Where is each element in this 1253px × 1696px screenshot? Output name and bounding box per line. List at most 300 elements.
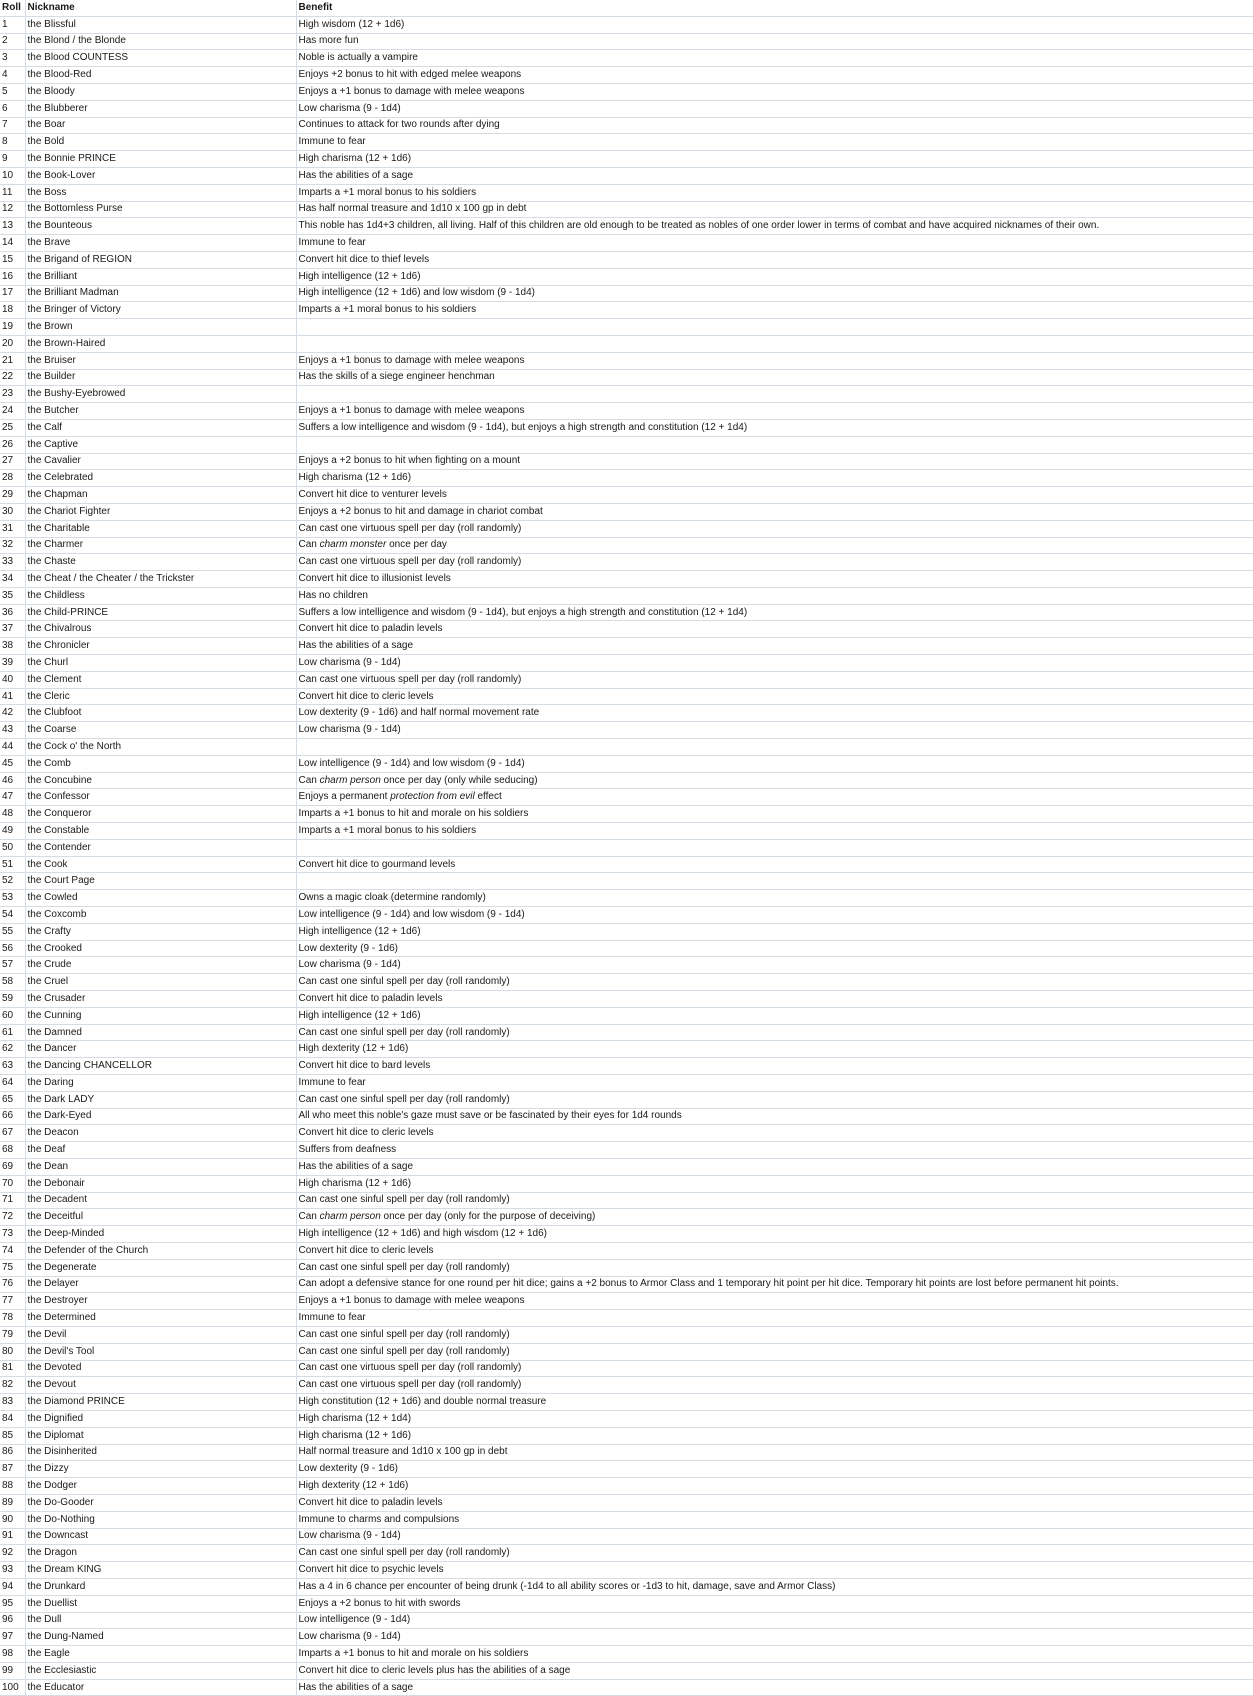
benefit-cell[interactable]	[296, 386, 1253, 403]
roll-cell[interactable]: 4	[0, 67, 25, 84]
benefit-cell[interactable]: Can cast one sinful spell per day (roll randomly)	[296, 1192, 1253, 1209]
nickname-cell[interactable]: the Cruel	[25, 974, 296, 991]
benefit-cell[interactable]: Immune to charms and compulsions	[296, 1511, 1253, 1528]
benefit-cell[interactable]: Enjoys a +1 bonus to damage with melee weapons	[296, 1293, 1253, 1310]
benefit-cell[interactable]: Noble is actually a vampire	[296, 50, 1253, 67]
benefit-cell[interactable]: Low intelligence (9 - 1d4) and low wisdom (9 - 1d4)	[296, 907, 1253, 924]
nickname-cell[interactable]: the Chronicler	[25, 638, 296, 655]
roll-cell[interactable]: 97	[0, 1629, 25, 1646]
nickname-cell[interactable]: the Blissful	[25, 16, 296, 33]
nickname-cell[interactable]: the Destroyer	[25, 1293, 296, 1310]
benefit-cell[interactable]: Can cast one sinful spell per day (roll randomly)	[296, 1091, 1253, 1108]
roll-cell[interactable]: 17	[0, 285, 25, 302]
roll-cell[interactable]: 44	[0, 739, 25, 756]
nickname-cell[interactable]: the Damned	[25, 1024, 296, 1041]
nickname-cell[interactable]: the Do-Gooder	[25, 1494, 296, 1511]
benefit-cell[interactable]: Convert hit dice to cleric levels	[296, 1125, 1253, 1142]
roll-cell[interactable]: 10	[0, 167, 25, 184]
roll-cell[interactable]: 24	[0, 403, 25, 420]
nickname-cell[interactable]: the Brigand of REGION	[25, 251, 296, 268]
roll-cell[interactable]: 83	[0, 1394, 25, 1411]
benefit-cell[interactable]: Imparts a +1 bonus to hit and morale on his soldiers	[296, 1646, 1253, 1663]
nickname-cell[interactable]: the Coarse	[25, 722, 296, 739]
nickname-cell[interactable]: the Blond / the Blonde	[25, 33, 296, 50]
benefit-cell[interactable]: Low dexterity (9 - 1d6)	[296, 1461, 1253, 1478]
benefit-cell[interactable]: This noble has 1d4+3 children, all living. Half of this children are old enough to be treated as nobles of one order lower in terms of combat and have acquired nicknames of their own.	[296, 218, 1253, 235]
roll-cell[interactable]: 84	[0, 1410, 25, 1427]
nickname-cell[interactable]: the Blood-Red	[25, 67, 296, 84]
roll-cell[interactable]: 18	[0, 302, 25, 319]
roll-cell[interactable]: 50	[0, 839, 25, 856]
nickname-cell[interactable]: the Boss	[25, 184, 296, 201]
benefit-cell[interactable]: Can cast one sinful spell per day (roll randomly)	[296, 1545, 1253, 1562]
roll-cell[interactable]: 88	[0, 1478, 25, 1495]
nickname-cell[interactable]: the Chaste	[25, 554, 296, 571]
benefit-cell[interactable]: Suffers a low intelligence and wisdom (9 - 1d4), but enjoys a high strength and constitution (12 + 1d4)	[296, 604, 1253, 621]
roll-cell[interactable]: 71	[0, 1192, 25, 1209]
roll-cell[interactable]: 94	[0, 1578, 25, 1595]
roll-cell[interactable]: 47	[0, 789, 25, 806]
nickname-cell[interactable]: the Cheat / the Cheater / the Trickster	[25, 571, 296, 588]
roll-cell[interactable]: 25	[0, 419, 25, 436]
benefit-cell[interactable]: Convert hit dice to gourmand levels	[296, 856, 1253, 873]
benefit-cell[interactable]: High intelligence (12 + 1d6)	[296, 1007, 1253, 1024]
roll-cell[interactable]: 87	[0, 1461, 25, 1478]
roll-cell[interactable]: 93	[0, 1562, 25, 1579]
benefit-cell[interactable]	[296, 873, 1253, 890]
roll-cell[interactable]: 90	[0, 1511, 25, 1528]
nickname-cell[interactable]: the Contender	[25, 839, 296, 856]
roll-cell[interactable]: 67	[0, 1125, 25, 1142]
roll-cell[interactable]: 91	[0, 1528, 25, 1545]
nickname-cell[interactable]: the Concubine	[25, 772, 296, 789]
benefit-cell[interactable]: Convert hit dice to paladin levels	[296, 991, 1253, 1008]
benefit-cell[interactable]: High intelligence (12 + 1d6)	[296, 268, 1253, 285]
roll-cell[interactable]: 96	[0, 1612, 25, 1629]
roll-cell[interactable]: 5	[0, 83, 25, 100]
nickname-cell[interactable]: the Celebrated	[25, 470, 296, 487]
benefit-cell[interactable]: Low intelligence (9 - 1d4)	[296, 1612, 1253, 1629]
benefit-cell[interactable]: Enjoys a +1 bonus to damage with melee weapons	[296, 83, 1253, 100]
benefit-cell[interactable]: Can charm person once per day (only while seducing)	[296, 772, 1253, 789]
nickname-cell[interactable]: the Charmer	[25, 537, 296, 554]
nickname-cell[interactable]: the Bruiser	[25, 352, 296, 369]
benefit-cell[interactable]: Can cast one virtuous spell per day (roll randomly)	[296, 520, 1253, 537]
benefit-cell[interactable]: Can cast one virtuous spell per day (roll randomly)	[296, 1360, 1253, 1377]
roll-cell[interactable]: 57	[0, 957, 25, 974]
nickname-cell[interactable]: the Churl	[25, 655, 296, 672]
roll-header[interactable]: Roll	[0, 0, 25, 16]
roll-cell[interactable]: 12	[0, 201, 25, 218]
benefit-cell[interactable]: Can cast one sinful spell per day (roll randomly)	[296, 974, 1253, 991]
nickname-cell[interactable]: the Bushy-Eyebrowed	[25, 386, 296, 403]
nickname-cell[interactable]: the Bringer of Victory	[25, 302, 296, 319]
nickname-cell[interactable]: the Brilliant	[25, 268, 296, 285]
nickname-cell[interactable]: the Confessor	[25, 789, 296, 806]
benefit-cell[interactable]: Has the abilities of a sage	[296, 167, 1253, 184]
roll-cell[interactable]: 100	[0, 1679, 25, 1696]
roll-cell[interactable]: 45	[0, 755, 25, 772]
benefit-cell[interactable]	[296, 839, 1253, 856]
benefit-cell[interactable]: Half normal treasure and 1d10 x 100 gp in debt	[296, 1444, 1253, 1461]
benefit-cell[interactable]: Can charm monster once per day	[296, 537, 1253, 554]
nickname-cell[interactable]: the Builder	[25, 369, 296, 386]
benefit-cell[interactable]: Low charisma (9 - 1d4)	[296, 1629, 1253, 1646]
nickname-cell[interactable]: the Brown	[25, 319, 296, 336]
nickname-cell[interactable]: the Chapman	[25, 487, 296, 504]
roll-cell[interactable]: 38	[0, 638, 25, 655]
nickname-cell[interactable]: the Cleric	[25, 688, 296, 705]
nickname-cell[interactable]: the Devil's Tool	[25, 1343, 296, 1360]
roll-cell[interactable]: 22	[0, 369, 25, 386]
nickname-cell[interactable]: the Ecclesiastic	[25, 1662, 296, 1679]
nickname-cell[interactable]: the Educator	[25, 1679, 296, 1696]
roll-cell[interactable]: 42	[0, 705, 25, 722]
benefit-cell[interactable]: Has half normal treasure and 1d10 x 100 gp in debt	[296, 201, 1253, 218]
nickname-cell[interactable]: the Chariot Fighter	[25, 503, 296, 520]
nickname-cell[interactable]: the Eagle	[25, 1646, 296, 1663]
roll-cell[interactable]: 61	[0, 1024, 25, 1041]
nickname-cell[interactable]: the Court Page	[25, 873, 296, 890]
nickname-cell[interactable]: the Captive	[25, 436, 296, 453]
roll-cell[interactable]: 30	[0, 503, 25, 520]
benefit-cell[interactable]: Convert hit dice to bard levels	[296, 1058, 1253, 1075]
nickname-cell[interactable]: the Duellist	[25, 1595, 296, 1612]
roll-cell[interactable]: 59	[0, 991, 25, 1008]
roll-cell[interactable]: 16	[0, 268, 25, 285]
nickname-cell[interactable]: the Decadent	[25, 1192, 296, 1209]
roll-cell[interactable]: 58	[0, 974, 25, 991]
roll-cell[interactable]: 79	[0, 1326, 25, 1343]
benefit-cell[interactable]: Low charisma (9 - 1d4)	[296, 957, 1253, 974]
benefit-cell[interactable]: Has a 4 in 6 chance per encounter of being drunk (-1d4 to all ability scores or -1d3 to hit, damage, save and Armor Class)	[296, 1578, 1253, 1595]
nickname-cell[interactable]: the Devil	[25, 1326, 296, 1343]
roll-cell[interactable]: 81	[0, 1360, 25, 1377]
nickname-cell[interactable]: the Childless	[25, 587, 296, 604]
benefit-cell[interactable]: Enjoys a +2 bonus to hit when fighting on a mount	[296, 453, 1253, 470]
nickname-cell[interactable]: the Dancer	[25, 1041, 296, 1058]
benefit-cell[interactable]: Immune to fear	[296, 235, 1253, 252]
roll-cell[interactable]: 35	[0, 587, 25, 604]
benefit-cell[interactable]: Convert hit dice to paladin levels	[296, 1494, 1253, 1511]
roll-cell[interactable]: 60	[0, 1007, 25, 1024]
benefit-cell[interactable]: Enjoys a +2 bonus to hit and damage in chariot combat	[296, 503, 1253, 520]
nickname-cell[interactable]: the Bounteous	[25, 218, 296, 235]
nickname-cell[interactable]: the Dancing CHANCELLOR	[25, 1058, 296, 1075]
nickname-cell[interactable]: the Dream KING	[25, 1562, 296, 1579]
nickname-cell[interactable]: the Child-PRINCE	[25, 604, 296, 621]
nickname-header[interactable]: Nickname	[25, 0, 296, 16]
nickname-cell[interactable]: the Brave	[25, 235, 296, 252]
benefit-cell[interactable]: Can cast one sinful spell per day (roll randomly)	[296, 1326, 1253, 1343]
roll-cell[interactable]: 31	[0, 520, 25, 537]
roll-cell[interactable]: 73	[0, 1226, 25, 1243]
nickname-cell[interactable]: the Defender of the Church	[25, 1242, 296, 1259]
roll-cell[interactable]: 32	[0, 537, 25, 554]
nickname-cell[interactable]: the Cook	[25, 856, 296, 873]
roll-cell[interactable]: 34	[0, 571, 25, 588]
nickname-cell[interactable]: the Boar	[25, 117, 296, 134]
benefit-cell[interactable]: Can cast one sinful spell per day (roll randomly)	[296, 1259, 1253, 1276]
benefit-cell[interactable]: Low charisma (9 - 1d4)	[296, 100, 1253, 117]
benefit-cell[interactable]: Low dexterity (9 - 1d6)	[296, 940, 1253, 957]
roll-cell[interactable]: 49	[0, 823, 25, 840]
benefit-cell[interactable]: High constitution (12 + 1d6) and double normal treasure	[296, 1394, 1253, 1411]
roll-cell[interactable]: 99	[0, 1662, 25, 1679]
benefit-cell[interactable]: Convert hit dice to psychic levels	[296, 1562, 1253, 1579]
benefit-cell[interactable]: Enjoys a +1 bonus to damage with melee weapons	[296, 403, 1253, 420]
benefit-cell[interactable]: Has the abilities of a sage	[296, 1158, 1253, 1175]
roll-cell[interactable]: 75	[0, 1259, 25, 1276]
nickname-cell[interactable]: the Do-Nothing	[25, 1511, 296, 1528]
nickname-cell[interactable]: the Crude	[25, 957, 296, 974]
benefit-cell[interactable]: Low dexterity (9 - 1d6) and half normal movement rate	[296, 705, 1253, 722]
roll-cell[interactable]: 11	[0, 184, 25, 201]
nickname-cell[interactable]: the Crooked	[25, 940, 296, 957]
nickname-cell[interactable]: the Drunkard	[25, 1578, 296, 1595]
nickname-cell[interactable]: the Bonnie PRINCE	[25, 151, 296, 168]
benefit-cell[interactable]: Can cast one virtuous spell per day (roll randomly)	[296, 554, 1253, 571]
nickname-cell[interactable]: the Cunning	[25, 1007, 296, 1024]
nickname-cell[interactable]: the Deep-Minded	[25, 1226, 296, 1243]
benefit-cell[interactable]: High intelligence (12 + 1d6)	[296, 923, 1253, 940]
nickname-cell[interactable]: the Conqueror	[25, 806, 296, 823]
nickname-cell[interactable]: the Dean	[25, 1158, 296, 1175]
benefit-cell[interactable]: Can adopt a defensive stance for one round per hit dice; gains a +2 bonus to Armor Class and 1 temporary hit point per hit dice. Temporary hit points are lost before permanent hit points.	[296, 1276, 1253, 1293]
roll-cell[interactable]: 63	[0, 1058, 25, 1075]
roll-cell[interactable]: 74	[0, 1242, 25, 1259]
nickname-cell[interactable]: the Determined	[25, 1310, 296, 1327]
nickname-cell[interactable]: the Brown-Haired	[25, 335, 296, 352]
benefit-cell[interactable]: Imparts a +1 moral bonus to his soldiers	[296, 184, 1253, 201]
benefit-cell[interactable]: Suffers a low intelligence and wisdom (9 - 1d4), but enjoys a high strength and constitution (12 + 1d4)	[296, 419, 1253, 436]
nickname-cell[interactable]: the Deaf	[25, 1142, 296, 1159]
nickname-cell[interactable]: the Crafty	[25, 923, 296, 940]
nickname-cell[interactable]: the Cavalier	[25, 453, 296, 470]
roll-cell[interactable]: 26	[0, 436, 25, 453]
benefit-cell[interactable]: Imparts a +1 moral bonus to his soldiers	[296, 823, 1253, 840]
roll-cell[interactable]: 56	[0, 940, 25, 957]
benefit-cell[interactable]: Enjoys a permanent protection from evil effect	[296, 789, 1253, 806]
nickname-cell[interactable]: the Dizzy	[25, 1461, 296, 1478]
benefit-cell[interactable]: Convert hit dice to paladin levels	[296, 621, 1253, 638]
nickname-cell[interactable]: the Charitable	[25, 520, 296, 537]
nickname-cell[interactable]: the Brilliant Madman	[25, 285, 296, 302]
nickname-cell[interactable]: the Daring	[25, 1075, 296, 1092]
roll-cell[interactable]: 33	[0, 554, 25, 571]
nickname-cell[interactable]: the Bloody	[25, 83, 296, 100]
benefit-cell[interactable]: High intelligence (12 + 1d6) and low wisdom (9 - 1d4)	[296, 285, 1253, 302]
nickname-cell[interactable]: the Cowled	[25, 890, 296, 907]
benefit-cell[interactable]: Can charm person once per day (only for the purpose of deceiving)	[296, 1209, 1253, 1226]
nickname-cell[interactable]: the Delayer	[25, 1276, 296, 1293]
benefit-cell[interactable]: Continues to attack for two rounds after dying	[296, 117, 1253, 134]
roll-cell[interactable]: 89	[0, 1494, 25, 1511]
roll-cell[interactable]: 43	[0, 722, 25, 739]
roll-cell[interactable]: 52	[0, 873, 25, 890]
nickname-cell[interactable]: the Butcher	[25, 403, 296, 420]
nickname-cell[interactable]: the Calf	[25, 419, 296, 436]
roll-cell[interactable]: 37	[0, 621, 25, 638]
nickname-cell[interactable]: the Disinherited	[25, 1444, 296, 1461]
roll-cell[interactable]: 76	[0, 1276, 25, 1293]
nickname-cell[interactable]: the Crusader	[25, 991, 296, 1008]
roll-cell[interactable]: 6	[0, 100, 25, 117]
benefit-cell[interactable]: Convert hit dice to venturer levels	[296, 487, 1253, 504]
roll-cell[interactable]: 14	[0, 235, 25, 252]
roll-cell[interactable]: 64	[0, 1075, 25, 1092]
nickname-cell[interactable]: the Constable	[25, 823, 296, 840]
benefit-cell[interactable]: High charisma (12 + 1d6)	[296, 151, 1253, 168]
roll-cell[interactable]: 65	[0, 1091, 25, 1108]
nickname-cell[interactable]: the Diamond PRINCE	[25, 1394, 296, 1411]
benefit-cell[interactable]: Immune to fear	[296, 1310, 1253, 1327]
nickname-cell[interactable]: the Blood COUNTESS	[25, 50, 296, 67]
roll-cell[interactable]: 2	[0, 33, 25, 50]
benefit-cell[interactable]: High dexterity (12 + 1d6)	[296, 1478, 1253, 1495]
benefit-cell[interactable]: Has the abilities of a sage	[296, 1679, 1253, 1696]
roll-cell[interactable]: 92	[0, 1545, 25, 1562]
roll-cell[interactable]: 48	[0, 806, 25, 823]
benefit-cell[interactable]	[296, 436, 1253, 453]
benefit-cell[interactable]: Low intelligence (9 - 1d4) and low wisdom (9 - 1d4)	[296, 755, 1253, 772]
roll-cell[interactable]: 95	[0, 1595, 25, 1612]
roll-cell[interactable]: 68	[0, 1142, 25, 1159]
nickname-cell[interactable]: the Bottomless Purse	[25, 201, 296, 218]
benefit-cell[interactable]: Has more fun	[296, 33, 1253, 50]
roll-cell[interactable]: 7	[0, 117, 25, 134]
benefit-cell[interactable]: Convert hit dice to illusionist levels	[296, 571, 1253, 588]
roll-cell[interactable]: 27	[0, 453, 25, 470]
benefit-cell[interactable]: Has no children	[296, 587, 1253, 604]
roll-cell[interactable]: 72	[0, 1209, 25, 1226]
benefit-cell[interactable]: Imparts a +1 bonus to hit and morale on his soldiers	[296, 806, 1253, 823]
nickname-cell[interactable]: the Dung-Named	[25, 1629, 296, 1646]
roll-cell[interactable]: 82	[0, 1377, 25, 1394]
benefit-cell[interactable]: Convert hit dice to cleric levels	[296, 688, 1253, 705]
benefit-cell[interactable]: Has the skills of a siege engineer henchman	[296, 369, 1253, 386]
benefit-cell[interactable]: High charisma (12 + 1d6)	[296, 1175, 1253, 1192]
roll-cell[interactable]: 54	[0, 907, 25, 924]
nickname-cell[interactable]: the Clement	[25, 671, 296, 688]
roll-cell[interactable]: 9	[0, 151, 25, 168]
roll-cell[interactable]: 21	[0, 352, 25, 369]
roll-cell[interactable]: 23	[0, 386, 25, 403]
roll-cell[interactable]: 78	[0, 1310, 25, 1327]
benefit-cell[interactable]: Can cast one sinful spell per day (roll randomly)	[296, 1343, 1253, 1360]
roll-cell[interactable]: 40	[0, 671, 25, 688]
benefit-cell[interactable]: Immune to fear	[296, 134, 1253, 151]
roll-cell[interactable]: 80	[0, 1343, 25, 1360]
nickname-cell[interactable]: the Dark-Eyed	[25, 1108, 296, 1125]
roll-cell[interactable]: 53	[0, 890, 25, 907]
benefit-cell[interactable]: Convert hit dice to thief levels	[296, 251, 1253, 268]
benefit-cell[interactable]: All who meet this noble's gaze must save or be fascinated by their eyes for 1d4 rounds	[296, 1108, 1253, 1125]
roll-cell[interactable]: 20	[0, 335, 25, 352]
nickname-cell[interactable]: the Devoted	[25, 1360, 296, 1377]
roll-cell[interactable]: 29	[0, 487, 25, 504]
nickname-cell[interactable]: the Devout	[25, 1377, 296, 1394]
nickname-cell[interactable]: the Dull	[25, 1612, 296, 1629]
nickname-cell[interactable]: the Dark LADY	[25, 1091, 296, 1108]
benefit-header[interactable]: Benefit	[296, 0, 1253, 16]
benefit-cell[interactable]: High dexterity (12 + 1d6)	[296, 1041, 1253, 1058]
roll-cell[interactable]: 77	[0, 1293, 25, 1310]
nickname-cell[interactable]: the Diplomat	[25, 1427, 296, 1444]
benefit-cell[interactable]: High wisdom (12 + 1d6)	[296, 16, 1253, 33]
benefit-cell[interactable]: High charisma (12 + 1d6)	[296, 1427, 1253, 1444]
roll-cell[interactable]: 19	[0, 319, 25, 336]
benefit-cell[interactable]: Imparts a +1 moral bonus to his soldiers	[296, 302, 1253, 319]
roll-cell[interactable]: 62	[0, 1041, 25, 1058]
roll-cell[interactable]: 70	[0, 1175, 25, 1192]
roll-cell[interactable]: 85	[0, 1427, 25, 1444]
benefit-cell[interactable]	[296, 739, 1253, 756]
roll-cell[interactable]: 13	[0, 218, 25, 235]
roll-cell[interactable]: 46	[0, 772, 25, 789]
benefit-cell[interactable]: Low charisma (9 - 1d4)	[296, 655, 1253, 672]
roll-cell[interactable]: 41	[0, 688, 25, 705]
nickname-cell[interactable]: the Clubfoot	[25, 705, 296, 722]
benefit-cell[interactable]: Low charisma (9 - 1d4)	[296, 722, 1253, 739]
roll-cell[interactable]: 28	[0, 470, 25, 487]
roll-cell[interactable]: 66	[0, 1108, 25, 1125]
nickname-cell[interactable]: the Dragon	[25, 1545, 296, 1562]
benefit-cell[interactable]: Enjoys +2 bonus to hit with edged melee weapons	[296, 67, 1253, 84]
benefit-cell[interactable]: Convert hit dice to cleric levels plus has the abilities of a sage	[296, 1662, 1253, 1679]
nickname-cell[interactable]: the Book-Lover	[25, 167, 296, 184]
benefit-cell[interactable]: High intelligence (12 + 1d6) and high wisdom (12 + 1d6)	[296, 1226, 1253, 1243]
benefit-cell[interactable]	[296, 335, 1253, 352]
benefit-cell[interactable]: Convert hit dice to cleric levels	[296, 1242, 1253, 1259]
roll-cell[interactable]: 69	[0, 1158, 25, 1175]
roll-cell[interactable]: 51	[0, 856, 25, 873]
benefit-cell[interactable]: Low charisma (9 - 1d4)	[296, 1528, 1253, 1545]
roll-cell[interactable]: 15	[0, 251, 25, 268]
nickname-cell[interactable]: the Comb	[25, 755, 296, 772]
benefit-cell[interactable]: Enjoys a +2 bonus to hit with swords	[296, 1595, 1253, 1612]
benefit-cell[interactable]	[296, 319, 1253, 336]
benefit-cell[interactable]: Can cast one virtuous spell per day (roll randomly)	[296, 1377, 1253, 1394]
benefit-cell[interactable]: Suffers from deafness	[296, 1142, 1253, 1159]
benefit-cell[interactable]: Can cast one virtuous spell per day (roll randomly)	[296, 671, 1253, 688]
nickname-cell[interactable]: the Deceitful	[25, 1209, 296, 1226]
roll-cell[interactable]: 55	[0, 923, 25, 940]
roll-cell[interactable]: 36	[0, 604, 25, 621]
benefit-cell[interactable]: Owns a magic cloak (determine randomly)	[296, 890, 1253, 907]
nickname-cell[interactable]: the Downcast	[25, 1528, 296, 1545]
nickname-cell[interactable]: the Chivalrous	[25, 621, 296, 638]
nickname-cell[interactable]: the Degenerate	[25, 1259, 296, 1276]
nickname-cell[interactable]: the Cock o' the North	[25, 739, 296, 756]
benefit-cell[interactable]: Enjoys a +1 bonus to damage with melee weapons	[296, 352, 1253, 369]
roll-cell[interactable]: 39	[0, 655, 25, 672]
roll-cell[interactable]: 86	[0, 1444, 25, 1461]
nickname-cell[interactable]: the Coxcomb	[25, 907, 296, 924]
nickname-cell[interactable]: the Blubberer	[25, 100, 296, 117]
benefit-cell[interactable]: High charisma (12 + 1d6)	[296, 470, 1253, 487]
roll-cell[interactable]: 98	[0, 1646, 25, 1663]
benefit-cell[interactable]: High charisma (12 + 1d4)	[296, 1410, 1253, 1427]
nickname-cell[interactable]: the Debonair	[25, 1175, 296, 1192]
roll-cell[interactable]: 1	[0, 16, 25, 33]
nickname-cell[interactable]: the Deacon	[25, 1125, 296, 1142]
benefit-cell[interactable]: Can cast one sinful spell per day (roll randomly)	[296, 1024, 1253, 1041]
roll-cell[interactable]: 8	[0, 134, 25, 151]
nickname-cell[interactable]: the Bold	[25, 134, 296, 151]
benefit-cell[interactable]: Has the abilities of a sage	[296, 638, 1253, 655]
benefit-cell[interactable]: Immune to fear	[296, 1075, 1253, 1092]
